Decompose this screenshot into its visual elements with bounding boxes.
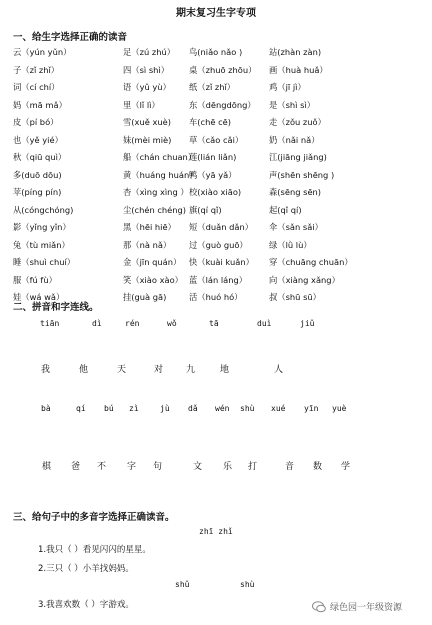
word-item: 杏（xìng xìng ） <box>123 187 189 197</box>
word-item: 江(jiāng jiǎng) <box>269 152 327 162</box>
word-item: 娃（wá wǎ） <box>13 292 65 302</box>
word-item: 挂(guà gā) <box>123 292 167 302</box>
char-item[interactable]: 句 <box>153 462 163 472</box>
word-item: 也（yě yié） <box>13 134 63 145</box>
word-item: 画（huà huǎ） <box>269 64 328 75</box>
word-row <box>13 151 423 169</box>
word-item: 从(cóngchóng) <box>13 204 74 215</box>
word-item: 快（kuài kuǎn） <box>189 257 254 267</box>
word-item: 穿（chuāng chuān） <box>269 257 353 267</box>
word-item: 莲(lián liǎn) <box>189 152 237 162</box>
word-grid <box>13 46 423 309</box>
word-item: 睡（shuì chuí） <box>13 257 76 267</box>
pinyin-row-2 <box>0 404 432 418</box>
word-row <box>13 81 423 99</box>
word-item: 草（cǎo cǎi） <box>189 134 244 145</box>
pinyin-item[interactable]: dì <box>92 319 102 328</box>
word-item: 尘(chén chéng) <box>123 204 187 215</box>
word-item: 活（huó hó） <box>189 292 243 302</box>
word-item: 秋（qiū quì） <box>13 152 67 162</box>
char-item[interactable]: 文 <box>193 462 203 472</box>
word-item: 足（zú zhú） <box>123 47 176 57</box>
word-item: 鸡（jī jì） <box>269 82 306 92</box>
question-1: 1.我只（ ）看见闪闪的星星。 <box>38 545 151 555</box>
pinyin-item[interactable]: rén <box>125 319 140 328</box>
word-row <box>13 256 423 274</box>
pinyin-hint-1: zhī zhǐ <box>199 527 233 536</box>
char-row-1 <box>0 362 432 376</box>
pinyin-item[interactable]: wǒ <box>167 319 177 328</box>
char-item[interactable]: 人 <box>274 365 284 375</box>
word-row <box>13 186 423 204</box>
word-item: 金（jīn quán） <box>123 257 182 267</box>
pinyin-item[interactable]: jiǔ <box>300 319 315 328</box>
word-item: 词（cí chí） <box>13 82 60 92</box>
word-item: 多(duō dōu) <box>13 169 62 180</box>
word-item: 妈（mā mǎ） <box>13 99 67 110</box>
pinyin-item[interactable]: jù <box>160 404 170 413</box>
word-item: 是（shì sì） <box>269 99 316 110</box>
chat-bubble-icon <box>312 601 326 613</box>
word-item: 桌（zhuō zhōu） <box>189 64 257 75</box>
word-item: 雪(xuě xuè) <box>123 117 171 127</box>
pinyin-item[interactable]: yīn <box>304 404 319 413</box>
word-row <box>13 204 423 222</box>
word-item: 里（lǐ lì） <box>123 99 160 110</box>
char-item[interactable]: 九 <box>186 365 196 375</box>
pinyin-hint-2b: shù <box>240 580 255 589</box>
char-item[interactable]: 他 <box>79 365 89 375</box>
char-item[interactable]: 字 <box>127 462 137 472</box>
page-title: 期末复习生字专项 <box>176 8 256 19</box>
word-item: 黑（hēi hiē） <box>123 222 176 232</box>
watermark-text: 绿色园一年级资源 <box>330 603 403 613</box>
word-item: 黄（huáng huán） <box>123 169 198 180</box>
word-row <box>13 239 423 257</box>
char-item[interactable]: 爸 <box>71 462 81 472</box>
pinyin-item[interactable]: tā <box>209 319 219 328</box>
word-item: 语（yǔ yù） <box>123 82 171 92</box>
section3-heading: 三、给句子中的多音字选择正确读音。 <box>13 512 175 523</box>
word-item: 奶（nǎi nǎ） <box>269 134 320 145</box>
char-item[interactable]: 对 <box>154 365 164 375</box>
word-row <box>13 221 423 239</box>
word-item: 向（xiàng xǎng） <box>269 274 340 285</box>
word-item: 叔（shū sū） <box>269 292 321 302</box>
word-item: 过（guò guō） <box>189 239 248 250</box>
word-item: 妹(mèi miè) <box>123 134 172 145</box>
question-3: 3.我喜欢数（ ）字游戏。 <box>38 600 134 610</box>
word-item: 旗(qí qǐ) <box>189 204 222 215</box>
word-item: 校(xiào xiāo) <box>189 187 242 197</box>
word-item: 蓝（lán láng） <box>189 274 248 285</box>
pinyin-item[interactable]: wén <box>215 404 230 413</box>
pinyin-item[interactable]: zì <box>129 404 139 413</box>
question-2: 2.三只（ ）小羊找妈妈。 <box>38 564 134 574</box>
char-item[interactable]: 音 <box>285 462 295 472</box>
word-item: 纸（zǐ zhǐ） <box>189 82 236 92</box>
word-item: 云（yún yǔn） <box>13 47 72 57</box>
pinyin-item[interactable]: bà <box>41 404 51 413</box>
word-item: 绿（lǜ lù） <box>269 239 312 250</box>
word-item: 鸭（yā yǎ） <box>189 169 237 180</box>
char-item[interactable]: 乐 <box>223 462 233 472</box>
word-item: 声(shēn shēng ) <box>269 169 335 180</box>
char-item[interactable]: 学 <box>341 462 351 472</box>
watermark <box>312 600 402 613</box>
pinyin-item[interactable]: tiān <box>40 319 60 328</box>
word-item: 子（zǐ zhǐ） <box>13 64 60 75</box>
pinyin-hint-2a: shǔ <box>175 580 190 589</box>
pinyin-item[interactable]: dǎ <box>188 404 198 413</box>
word-row <box>13 274 423 292</box>
word-row <box>13 64 423 82</box>
char-item[interactable]: 打 <box>248 462 258 472</box>
word-item: 东（dēngdōng） <box>189 99 256 110</box>
pinyin-row-1 <box>0 319 432 333</box>
word-item: 鸟(niǎo nǎo ) <box>189 47 243 57</box>
pinyin-item[interactable]: shù <box>240 404 255 413</box>
word-item: 那（nà nǎ） <box>123 239 172 250</box>
word-item: 兔（tù miǎn） <box>13 239 70 250</box>
char-item[interactable]: 地 <box>220 365 230 375</box>
word-item: 伞（sǎn sǎi） <box>269 222 323 232</box>
char-item[interactable]: 数 <box>313 462 323 472</box>
word-item: 影（yǐng yǐn） <box>13 222 71 232</box>
word-item: 森(sēng sēn) <box>269 187 322 197</box>
word-row <box>13 116 423 134</box>
section2-heading: 二、拼音和字连线。 <box>13 302 99 313</box>
pinyin-item[interactable]: yuè <box>332 404 347 413</box>
word-item: 服（fú fù） <box>13 274 57 285</box>
word-row <box>13 134 423 152</box>
word-item: 短（duǎn dǎn） <box>189 222 254 232</box>
word-item: 站(zhàn zàn) <box>269 47 322 57</box>
pinyin-item[interactable]: qí <box>76 404 86 413</box>
word-item: 走（zǒu zuǒ） <box>269 117 326 127</box>
char-item[interactable]: 天 <box>117 365 127 375</box>
char-item[interactable]: 我 <box>41 365 51 375</box>
word-item: 笑（xiào xào） <box>123 274 183 285</box>
word-row <box>13 99 423 117</box>
word-row <box>13 169 423 187</box>
word-item: 苹(píng pín) <box>13 187 62 197</box>
char-row-2 <box>0 459 432 473</box>
char-item[interactable]: 不 <box>97 462 107 472</box>
word-item: 四（sì shì） <box>123 64 170 75</box>
word-item: 车(chē cē) <box>189 117 231 127</box>
pinyin-item[interactable]: bú <box>104 404 114 413</box>
word-row <box>13 46 423 64</box>
char-item[interactable]: 棋 <box>42 462 52 472</box>
pinyin-item[interactable]: duì <box>257 319 272 328</box>
pinyin-item[interactable]: xué <box>271 404 286 413</box>
word-item: 起(qǐ qí) <box>269 204 302 215</box>
section1-heading: 一、给生字选择正确的读音 <box>13 32 128 43</box>
word-item: 皮（pí bó） <box>13 117 59 127</box>
word-item: 船（chán chuan） <box>123 152 197 162</box>
